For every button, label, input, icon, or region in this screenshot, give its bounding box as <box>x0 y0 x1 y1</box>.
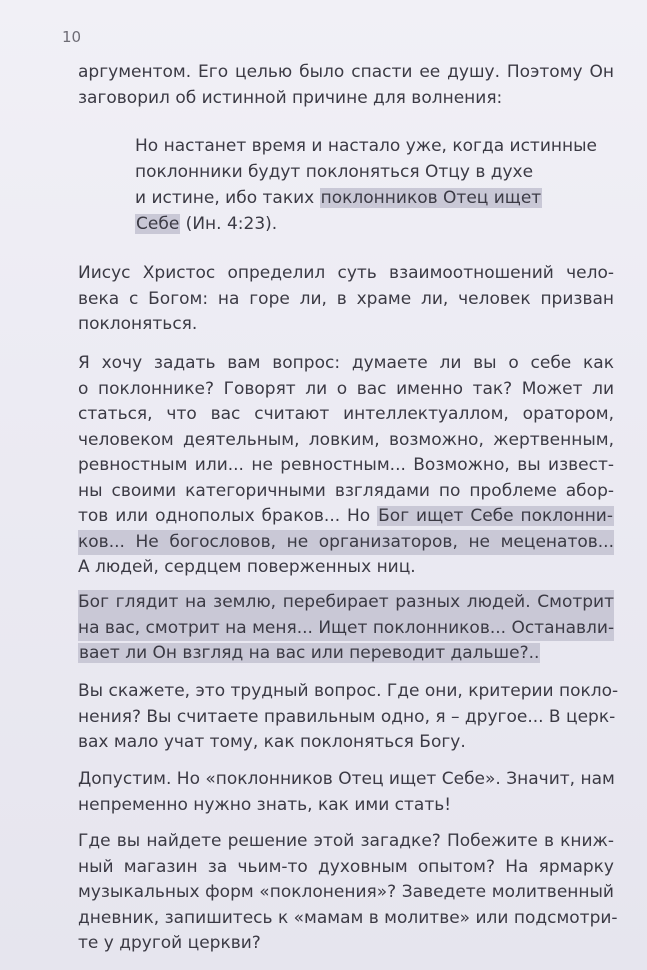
highlighted-line: Бог глядит на землю, перебирает разных людей. Смотрит <box>78 590 614 616</box>
text-line: Я хочу задать вам вопрос: думаете ли вы о себе как <box>78 353 614 373</box>
text-line: Допустим. Но «поклонников Отец ищет Себе». Значит, нам <box>78 769 615 789</box>
text-line: музыкальных форм «поклонения»? Заведете молитвенный <box>78 882 614 902</box>
text-line: вах мало учат тому, как поклоняться Богу. <box>78 732 466 752</box>
highlighted-text: вает ли Он взгляд на вас или переводит дальше?.. <box>79 643 540 663</box>
text-line: А людей, сердцем поверженных ниц. <box>78 557 416 577</box>
quote-line <box>135 185 595 211</box>
quote-line: поклонники будут поклоняться Отцу в духе <box>135 162 534 182</box>
highlighted-text: Бог ищет Себе поклонни- <box>378 506 613 526</box>
text-line: человеком деятельным, ловким, возможно, жертвенным, <box>78 429 614 450</box>
highlighted-line <box>78 641 614 667</box>
text-line: статься, что вас считают интеллектуаллом, оратором, <box>78 404 614 424</box>
text-span: тов или однополых браков... Но <box>78 506 378 526</box>
quote-text: (Ин. 4:23). <box>180 214 278 234</box>
paragraph <box>78 261 614 338</box>
text-line: ный магазин за чьим-то духовным опытом? На ярмарку <box>78 856 614 877</box>
highlighted-text: поклонников Отец ищет <box>320 188 542 208</box>
text-line: аргументом. Его целью было спасти ее душу. Поэтому Он <box>78 62 614 82</box>
text-line: века с Богом: на горе ли, в храме ли, человек призван <box>78 288 614 309</box>
paragraph-intro <box>78 60 614 111</box>
text-line: ревностным или... не ревностным... Возможно, вы извест- <box>78 455 614 475</box>
quote-line: Но настанет время и настало уже, когда истинные <box>135 136 597 156</box>
quote-line <box>135 211 595 237</box>
text-line: Где вы найдете решение этой загадке? Побежите в книж- <box>78 831 614 851</box>
text-line: нения? Вы считаете правильным одно, я – другое... В церк- <box>78 706 616 727</box>
text-line: ны своими категоричными взглядами по проблеме абор- <box>78 480 614 501</box>
text-line <box>78 504 614 530</box>
highlighted-line: на вас, смотрит на меня... Ищет поклонников... Останавли- <box>78 616 614 642</box>
text-line: непременно нужно знать, как ими стать! <box>78 794 452 815</box>
text-line: Вы скажете, это трудный вопрос. Где они, критерии покло- <box>78 681 619 701</box>
text-line: Иисус Христос определил суть взаимоотношений чело- <box>78 263 614 283</box>
paragraph <box>78 679 619 756</box>
scripture-quote <box>135 133 595 237</box>
highlighted-text: Себе <box>136 214 180 234</box>
highlighted-paragraph <box>78 590 614 667</box>
quote-text: и истине, ибо таких <box>135 188 320 208</box>
paragraph <box>78 351 614 581</box>
highlighted-line: ков... Не богословов, не организаторов, не меценатов... <box>78 530 614 556</box>
paragraph <box>78 767 614 818</box>
text-line: поклоняться. <box>78 314 198 334</box>
text-line: о поклоннике? Говорят ли о вас именно так? Может ли <box>78 378 614 399</box>
paragraph <box>78 829 618 957</box>
text-line: заговорил об истинной причине для волнения: <box>78 87 503 108</box>
text-line: те у другой церкви? <box>78 933 261 953</box>
page-number: 10 <box>62 28 82 46</box>
text-line: дневник, запишитесь к «мамам в молитве» или подсмотри- <box>78 907 618 928</box>
